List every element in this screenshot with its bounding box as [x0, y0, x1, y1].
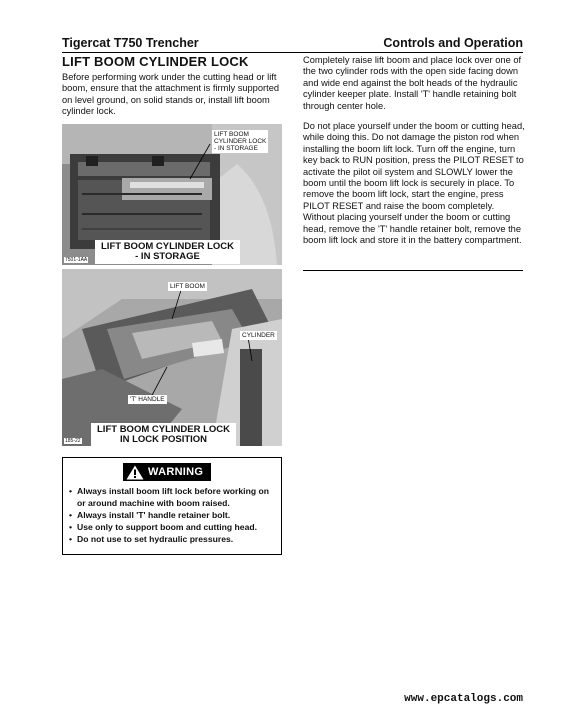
figure-storage-photo [62, 124, 282, 265]
lift-boom-callout: LIFT BOOM [170, 283, 205, 290]
storage-callout-line-3: - IN STORAGE [214, 145, 258, 152]
warning-item: • Always install 'T' handle retainer bolt. [69, 509, 277, 521]
lock-position-photo-image [62, 269, 282, 446]
section-title: LIFT BOOM CYLINDER LOCK [62, 54, 249, 69]
header-section: Controls and Operation [383, 36, 523, 50]
lock-caption-line-1: LIFT BOOM CYLINDER LOCK [97, 424, 230, 435]
warning-header [123, 463, 211, 481]
intro-paragraph: Before performing work under the cutting head or lift boom, ensure that the attachment is firmly supported on level ground, on solid stands or, install lift boom cylinder lock. [62, 72, 280, 117]
storage-callout-line-2: CYLINDER LOCK [214, 138, 267, 145]
warning-list [69, 485, 277, 545]
t-handle-callout: 'T' HANDLE [130, 396, 165, 403]
header-title: Tigercat T750 Trencher [62, 36, 199, 50]
lock-caption-line-2: IN LOCK POSITION [119, 434, 208, 445]
warning-item: • Use only to support boom and cutting head. [69, 521, 277, 533]
instruction-paragraph-2: Do not place yourself under the boom or cutting head, while doing this. Do not damage the piston rod when installing the boom lift lock. Turn off the engine, turn key back to RUN position, press the PILOT RESET to activate the pilot oil system and SLOWLY lower the boom until the boom lift lock is securely in place. To remove the boom lift lock, start the engine, press PILOT RESET and raise the boom completely. Without placing yourself under the boom or cutting head, remove the 'T' handle retainer bolt, remove the boom lift lock and store it in the battery compartment. [303, 121, 525, 246]
header-divider [62, 52, 523, 53]
storage-caption-line-2: - IN STORAGE [135, 251, 200, 262]
right-column-divider [303, 270, 523, 271]
lock-figure-code: 185-22 [65, 438, 81, 444]
storage-callout-label [212, 130, 268, 153]
footer-url-link[interactable]: www.epcatalogs.com [404, 693, 523, 705]
figure-lock-position-photo [62, 269, 282, 446]
instruction-paragraph-1: Completely raise lift boom and place lock over one of the two cylinder rods with the open side facing down and wide end against the bolt heads of the hydraulic cylinder keeper plate. Install 'T' handle retaining bolt through center hole. [303, 55, 522, 111]
cylinder-callout: CYLINDER [242, 332, 275, 339]
warning-item: • Always install boom lift lock before working on or around machine with boom raised. [69, 485, 277, 509]
right-column [303, 55, 525, 256]
warning-triangle-icon [126, 465, 144, 480]
storage-callout-line-1: LIFT BOOM [214, 131, 249, 138]
storage-caption-line-1: LIFT BOOM CYLINDER LOCK [101, 241, 234, 252]
warning-box [62, 457, 282, 555]
warning-label: WARNING [148, 466, 204, 478]
storage-caption [95, 240, 240, 264]
lock-position-caption [91, 423, 236, 446]
warning-item: • Do not use to set hydraulic pressures. [69, 533, 277, 545]
storage-figure-code: 7501-1AA [65, 257, 88, 263]
